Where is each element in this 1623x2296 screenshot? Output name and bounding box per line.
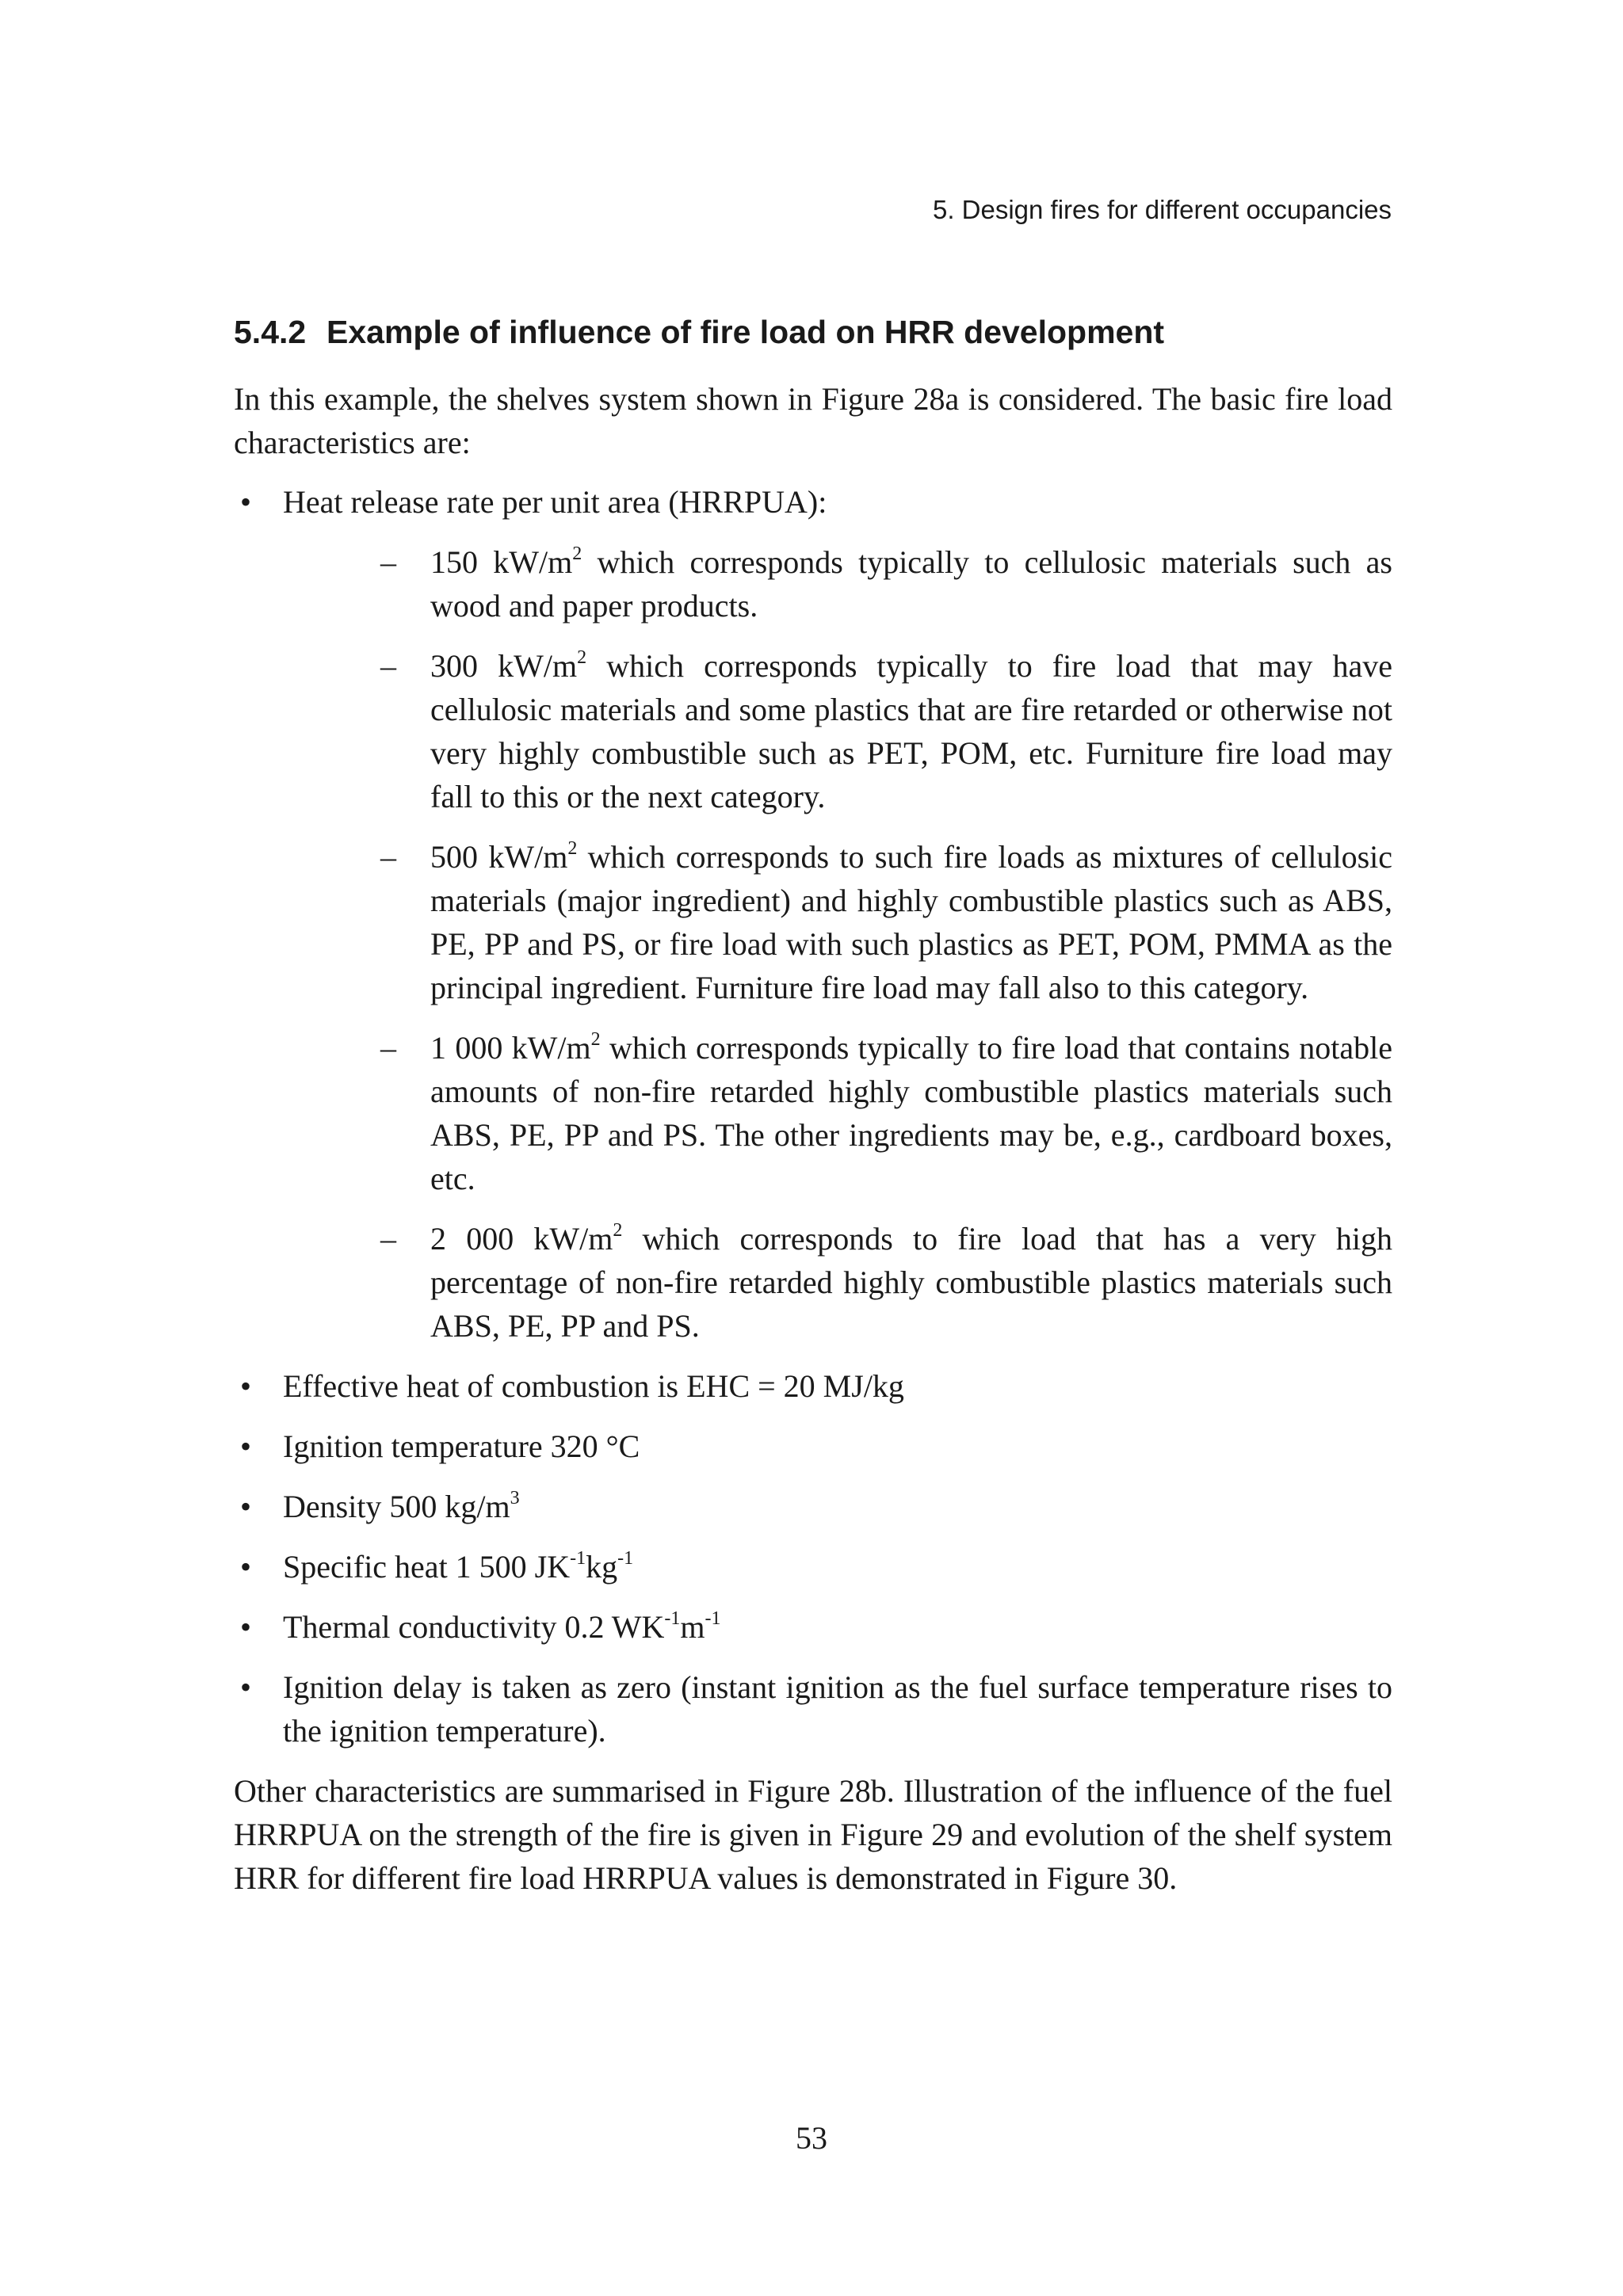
hrrpua-description: which corresponds typically to fire load that contains notable amounts of non-fire retarded highly combustible plastics materials such ABS, PE, PP and PS. The other ingredients may be, e.g., cardboard boxes, etc. [430, 1030, 1393, 1196]
superscript: -1 [570, 1548, 586, 1569]
bullet-marker: • [240, 484, 252, 520]
hrrpua-value: 2 000 kW/m [430, 1221, 613, 1257]
hrrpua-item-1000 [283, 1026, 1392, 1200]
superscript: 2 [567, 838, 578, 859]
hrrpua-description: which corresponds to fire load that has a very high percentage of non-fire retarded highly combustible plastics materials such ABS, PE, PP and PS. [430, 1221, 1392, 1344]
fire-load-characteristics-list [234, 480, 1392, 1753]
hrrpua-value: 500 kW/m [430, 839, 568, 875]
density-text: Density 500 kg/m [283, 1489, 510, 1524]
intro-paragraph: In this example, the shelves system shown in Figure 28a is considered. The basic fire load characteristics are: [234, 381, 1392, 460]
dash-marker: – [380, 648, 396, 684]
bullet-marker: • [240, 1609, 252, 1645]
bullet-marker: • [240, 1489, 252, 1524]
bullet-item-specific-heat [234, 1545, 1392, 1589]
hrrpua-item-300 [283, 644, 1392, 818]
page-body [234, 311, 1392, 1916]
dash-marker: – [380, 1030, 396, 1066]
running-header: 5. Design fires for different occupancies [932, 195, 1392, 224]
superscript: -1 [617, 1548, 634, 1569]
bullet-item-ignition-delay [234, 1665, 1392, 1753]
hrrpua-value: 1 000 kW/m [430, 1030, 591, 1066]
superscript: -1 [664, 1608, 681, 1629]
hrrpua-item-150 [283, 540, 1392, 627]
bullet-item-hrrpua [234, 480, 1392, 1348]
dash-marker: – [380, 1221, 396, 1257]
page-number: 53 [796, 2120, 827, 2156]
thermal-conductivity-unit: m [680, 1609, 705, 1645]
ignition-delay-text: Ignition delay is taken as zero (instant ignition as the fuel surface temperature rises to the ignition temperature). [283, 1669, 1392, 1749]
section-number: 5.4.2 [234, 314, 307, 350]
ehc-text: Effective heat of combustion is EHC = 20 MJ/kg [283, 1368, 904, 1404]
bullet-marker: • [240, 1549, 252, 1585]
superscript: 2 [613, 1220, 623, 1241]
bullet-marker: • [240, 1428, 252, 1464]
specific-heat-unit: kg [586, 1549, 618, 1585]
hrrpua-description: which corresponds typically to fire load that may have cellulosic materials and some plastics that are fire retarded or otherwise not very highly combustible such as PET, POM, etc. Furniture fire load may fall to this or the next category. [430, 648, 1393, 814]
bullet-item-ignition-temperature [234, 1425, 1392, 1468]
dash-marker: – [380, 839, 396, 875]
superscript: 2 [590, 1029, 601, 1050]
superscript: -1 [705, 1608, 721, 1629]
specific-heat-text: Specific heat 1 500 JK [283, 1549, 571, 1585]
bullet-marker: • [240, 1368, 252, 1404]
bullet-item-ehc [234, 1364, 1392, 1408]
section-title: Example of influence of fire load on HRR development [327, 314, 1165, 350]
hrrpua-values-list [283, 540, 1392, 1348]
superscript: 2 [572, 543, 582, 564]
ignition-temperature-text: Ignition temperature 320 °C [283, 1428, 640, 1464]
thermal-conductivity-text: Thermal conductivity 0.2 WK [283, 1609, 665, 1645]
hrrpua-item-500 [283, 835, 1392, 1009]
hrrpua-value: 150 kW/m [430, 544, 573, 580]
hrrpua-description: which corresponds to such fire loads as mixtures of cellulosic materials (major ingredient) and highly combustible plastics such as ABS, PE, PP and PS, or fire load with such plastics as PET, POM, PMMA as the principal ingredient. Furniture fire load may fall also to this category. [430, 839, 1393, 1005]
superscript: 3 [510, 1488, 520, 1508]
superscript: 2 [577, 647, 587, 668]
dash-marker: – [380, 544, 396, 580]
hrrpua-value: 300 kW/m [430, 648, 578, 684]
bullet-item-density [234, 1485, 1392, 1528]
hrrpua-item-2000 [283, 1217, 1392, 1348]
bullet-item-thermal-conductivity [234, 1605, 1392, 1649]
closing-paragraph: Other characteristics are summarised in Figure 28b. Illustration of the influence of the fuel HRRPUA on the strength of the fire is given in Figure 29 and evolution of the shelf system HRR for different fire load HRRPUA values is demonstrated in Figure 30. [234, 1773, 1392, 1896]
hrrpua-description: which corresponds typically to cellulosic materials such as wood and paper products. [430, 544, 1392, 624]
bullet-marker: • [240, 1669, 252, 1705]
section-heading [234, 311, 1392, 353]
hrrpua-label: Heat release rate per unit area (HRRPUA): [283, 484, 827, 520]
